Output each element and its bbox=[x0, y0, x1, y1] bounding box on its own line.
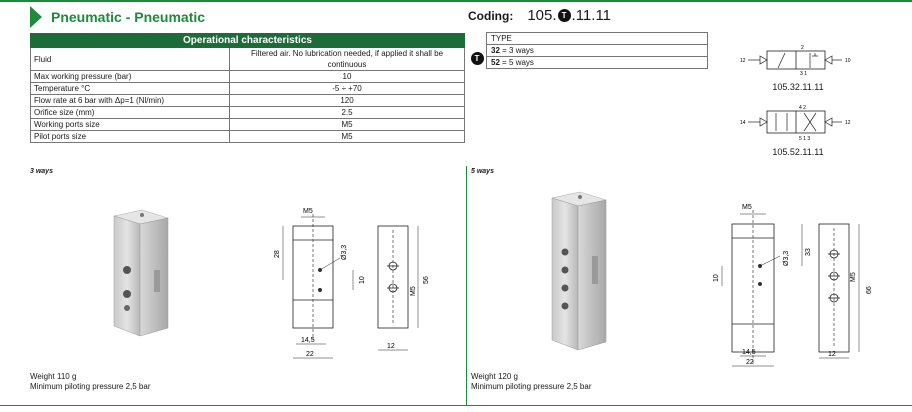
type-options bbox=[486, 32, 708, 69]
ops-value: Filtered air. No lubrication needed, if applied it shall be continuous bbox=[230, 48, 465, 71]
valve-code-3-way: 105.32.11.11 bbox=[772, 82, 824, 92]
dimension-label: 12 bbox=[828, 351, 836, 358]
port-label: 12 bbox=[845, 120, 851, 126]
coding-value bbox=[527, 7, 611, 24]
coding-label: Coding: bbox=[468, 9, 514, 23]
dimension-label: 22 bbox=[746, 359, 754, 366]
dimension-label: M5 bbox=[742, 204, 752, 211]
ops-table-title: Operational characteristics bbox=[31, 34, 465, 48]
table-row bbox=[31, 95, 465, 107]
port-label: 5 1 3 bbox=[799, 136, 811, 142]
min-pressure-text: Minimum piloting pressure 2,5 bar bbox=[30, 382, 151, 391]
dimension-label: M5 bbox=[850, 272, 857, 282]
dimension-drawing-3-way bbox=[268, 200, 448, 368]
section-title-3-ways: 3 ways bbox=[30, 168, 53, 175]
table-row bbox=[31, 107, 465, 119]
table-row bbox=[31, 83, 465, 95]
coding-prefix: 105. bbox=[527, 7, 557, 24]
type-header: TYPE bbox=[487, 33, 708, 45]
coding bbox=[468, 7, 611, 24]
type-text: = 3 ways bbox=[502, 46, 534, 55]
type-marker-icon: T bbox=[471, 52, 484, 65]
operational-characteristics-table bbox=[30, 33, 465, 143]
port-label: 3 1 bbox=[800, 71, 807, 76]
type-marker-icon: T bbox=[558, 9, 571, 22]
play-arrow-icon bbox=[30, 6, 42, 28]
table-row bbox=[31, 71, 465, 83]
section-divider bbox=[466, 166, 467, 406]
port-label: 2 bbox=[801, 45, 804, 51]
dimension-label: 14,5 bbox=[301, 337, 315, 344]
dimension-drawing-5-way bbox=[704, 196, 894, 372]
dimension-label: 12 bbox=[387, 343, 395, 350]
dimension-label: 22 bbox=[306, 351, 314, 358]
dimension-label: 10 bbox=[359, 276, 366, 284]
page-title: Pneumatic - Pneumatic bbox=[51, 9, 206, 25]
table-row bbox=[31, 48, 465, 71]
ops-label: Max working pressure (bar) bbox=[31, 71, 230, 83]
ops-value: 120 bbox=[230, 95, 465, 107]
dimension-label: 10 bbox=[713, 274, 720, 282]
ops-label: Temperature °C bbox=[31, 83, 230, 95]
ops-value: M5 bbox=[230, 131, 465, 143]
spec-caption-5-ways bbox=[471, 372, 592, 392]
valve-symbol-3-way bbox=[738, 44, 858, 76]
valve-photo-3-way bbox=[102, 208, 174, 340]
coding-suffix: .11.11 bbox=[571, 7, 612, 24]
table-row bbox=[487, 57, 708, 69]
weight-text: Weight 120 g bbox=[471, 372, 518, 381]
ops-value: 10 bbox=[230, 71, 465, 83]
weight-text: Weight 110 g bbox=[30, 372, 77, 381]
port-label: 4 2 bbox=[799, 105, 806, 111]
ops-label: Working ports size bbox=[31, 119, 230, 131]
section-header bbox=[30, 6, 205, 28]
port-label: 14 bbox=[740, 120, 746, 126]
table-row bbox=[31, 119, 465, 131]
dimension-label: 66 bbox=[866, 286, 873, 294]
port-label: 12 bbox=[740, 58, 746, 64]
type-code: 52 bbox=[491, 58, 500, 67]
dimension-label: M5 bbox=[410, 286, 417, 296]
ops-label: Fluid bbox=[31, 48, 230, 71]
valve-code-5-way: 105.52.11.11 bbox=[772, 147, 824, 157]
type-code: 32 bbox=[491, 46, 500, 55]
dimension-label: M5 bbox=[303, 208, 313, 215]
ops-value: -5 ÷ +70 bbox=[230, 83, 465, 95]
top-rule bbox=[0, 0, 912, 2]
section-title-5-ways: 5 ways bbox=[471, 168, 494, 175]
table-row bbox=[487, 45, 708, 57]
dimension-label: Ø3,3 bbox=[341, 244, 348, 260]
dimension-label: 28 bbox=[274, 250, 281, 258]
ops-label: Orifice size (mm) bbox=[31, 107, 230, 119]
dimension-label: 33 bbox=[805, 248, 812, 256]
ops-label: Pilot ports size bbox=[31, 131, 230, 143]
valve-photo-5-way bbox=[540, 190, 612, 355]
min-pressure-text: Minimum piloting pressure 2,5 bar bbox=[471, 382, 592, 391]
dimension-label: 14,5 bbox=[742, 349, 756, 356]
ops-label: Flow rate at 6 bar with Δp=1 (Nl/min) bbox=[31, 95, 230, 107]
spec-caption-3-ways bbox=[30, 372, 151, 392]
bottom-rule bbox=[0, 405, 912, 406]
valve-symbol-5-way bbox=[738, 102, 858, 142]
port-label: 10 bbox=[845, 58, 851, 64]
type-marker bbox=[468, 32, 486, 69]
ops-value: M5 bbox=[230, 119, 465, 131]
dimension-label: Ø3,3 bbox=[783, 250, 790, 266]
ops-value: 2.5 bbox=[230, 107, 465, 119]
type-text: = 5 ways bbox=[502, 58, 534, 67]
type-table bbox=[468, 32, 708, 69]
table-row bbox=[31, 131, 465, 143]
dimension-label: 56 bbox=[423, 276, 430, 284]
